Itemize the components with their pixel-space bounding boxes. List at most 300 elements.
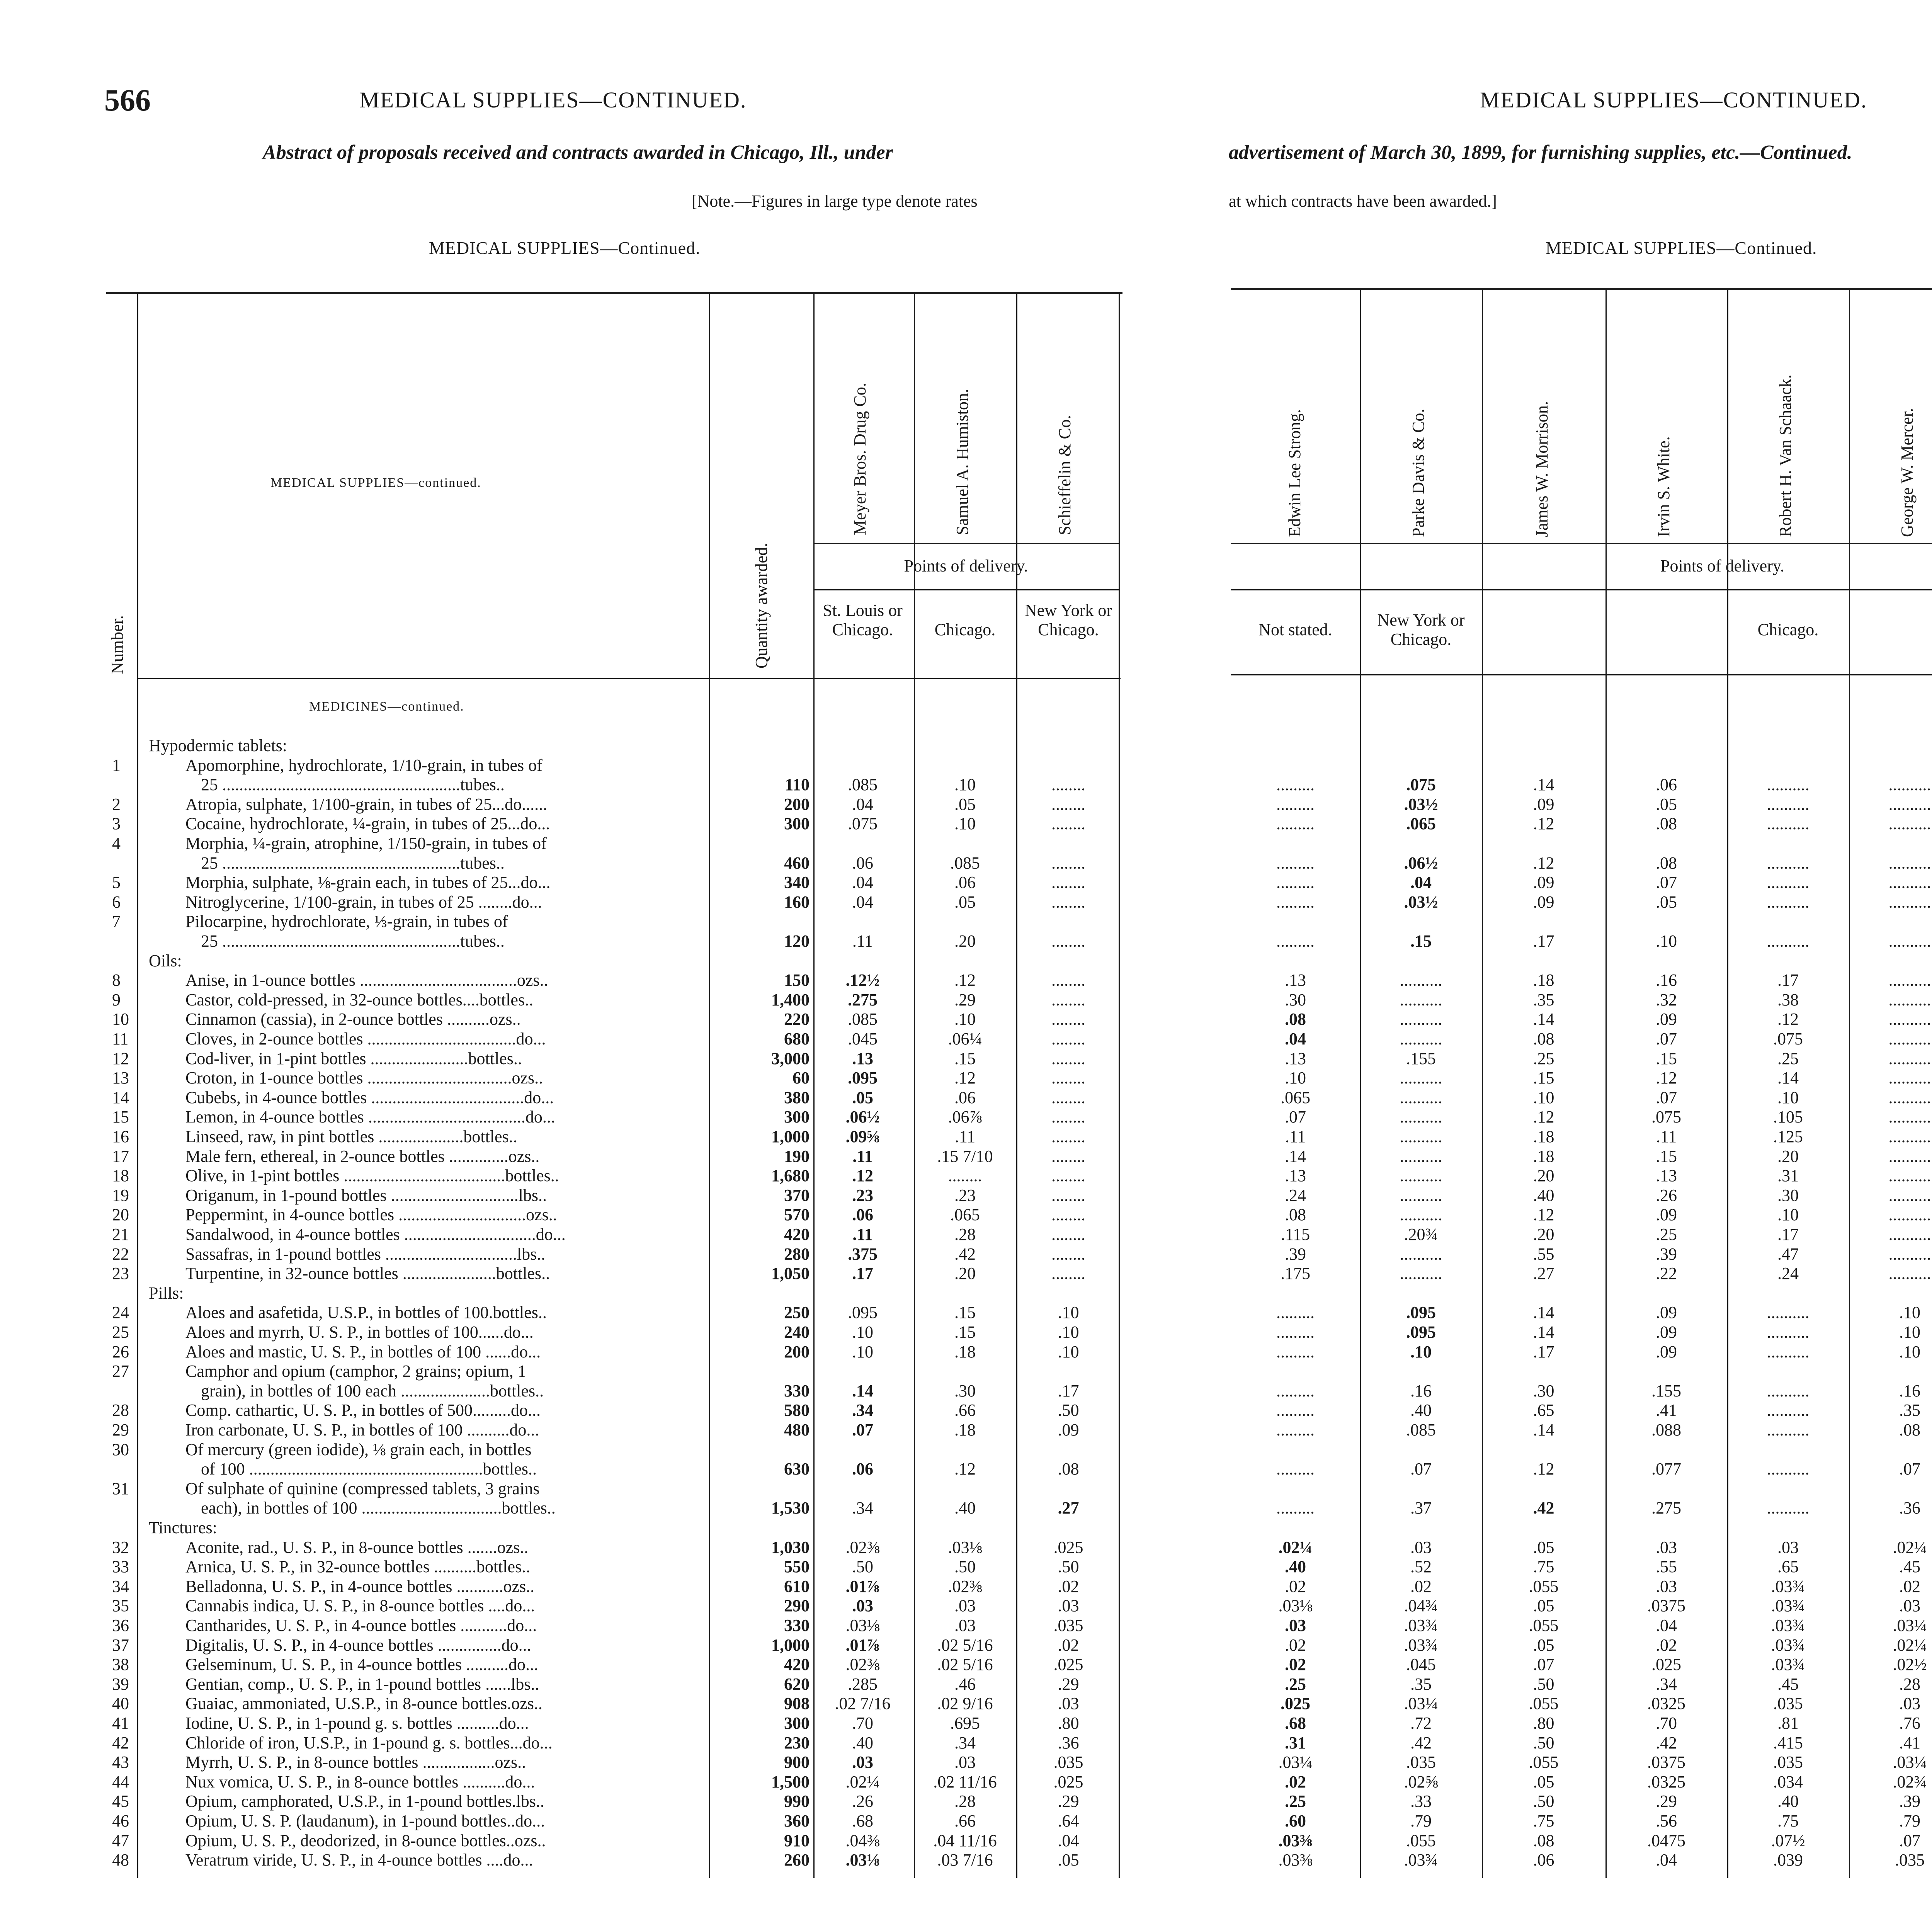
quantity-awarded: 1,050: [771, 1264, 810, 1283]
quantity-awarded: 200: [784, 1342, 810, 1361]
item-description: Aloes and myrrh, U. S. P., in bottles of 100......do...: [185, 1323, 534, 1342]
bid-value: .75: [1533, 1557, 1554, 1576]
left-section-label: MEDICINES—continued.: [309, 699, 464, 714]
bid-value: .27: [1058, 1498, 1079, 1517]
bid-value: .10: [1777, 1205, 1799, 1224]
bid-value: .12½: [845, 971, 880, 990]
bid-value: ........: [1051, 1029, 1085, 1048]
bid-value: ..........: [1888, 1225, 1931, 1244]
bid-value: .50: [954, 1557, 976, 1576]
quantity-awarded: 230: [784, 1733, 810, 1752]
bid-value: .30: [1533, 1381, 1554, 1400]
item-description: Digitalis, U. S. P., in 4-ounce bottles ...............do...: [185, 1636, 531, 1655]
bid-value: ..........: [1888, 1107, 1931, 1126]
table-row: [0, 1655, 1932, 1674]
bid-value: .10: [954, 1010, 976, 1029]
bid-value: .03¾: [1404, 1636, 1438, 1655]
bid-value: .15: [1656, 1049, 1677, 1068]
bid-value: ..........: [1400, 1068, 1442, 1087]
bid-value: .05: [954, 795, 976, 814]
bid-value: .085: [848, 1010, 878, 1029]
bid-value: .15: [1410, 932, 1432, 951]
bid-value: .03: [852, 1753, 873, 1772]
bid-value: .10: [1656, 932, 1677, 951]
bid-value: .115: [1281, 1225, 1310, 1244]
bid-value: ........: [1051, 1264, 1085, 1283]
bid-value: .18: [954, 1420, 976, 1439]
bid-value: ..........: [1888, 1186, 1931, 1205]
bid-value: .35: [1899, 1401, 1920, 1420]
table-row: [0, 1362, 1932, 1381]
bid-value: .04: [1285, 1029, 1306, 1048]
bid-value: .09: [1656, 1205, 1677, 1224]
bid-value: .02⅜: [845, 1655, 880, 1674]
row-number: 44: [112, 1772, 129, 1791]
left-header-bottom-rule: [137, 678, 1121, 679]
table-row: [0, 1245, 1932, 1264]
bid-value: .075: [1773, 1029, 1803, 1048]
quantity-awarded: 150: [784, 971, 810, 990]
bid-value: .12: [954, 971, 976, 990]
bid-value: .085: [950, 854, 980, 872]
bid-value: .04⅜: [845, 1831, 880, 1850]
bid-value: .28: [954, 1225, 976, 1244]
row-number: 35: [112, 1596, 129, 1615]
item-description: Guaiac, ammoniated, U.S.P., in 8-ounce bottles.ozs..: [185, 1694, 543, 1713]
bid-value: .08: [1285, 1205, 1306, 1224]
bid-value: ..........: [1767, 932, 1810, 951]
bid-value: ..........: [1888, 893, 1931, 912]
item-description: Pilocarpine, hydrochlorate, ⅓-grain, in tubes of: [185, 912, 508, 931]
bid-value: .175: [1281, 1264, 1310, 1283]
quantity-awarded: 550: [784, 1557, 810, 1576]
bid-value: .09: [1058, 1420, 1079, 1439]
bid-value: .04: [852, 873, 873, 892]
bid-value: .........: [1276, 795, 1315, 814]
bid-value: .41: [1656, 1401, 1677, 1420]
bid-value: .33: [1410, 1792, 1432, 1811]
bid-value: .34: [1656, 1675, 1677, 1694]
bid-value: ..........: [1888, 1068, 1931, 1087]
quantity-awarded: 420: [784, 1655, 810, 1674]
table-row: [0, 1792, 1932, 1811]
table-row: [0, 756, 1932, 775]
row-number: 37: [112, 1636, 129, 1655]
quantity-awarded: 300: [784, 1107, 810, 1126]
item-description: Cod-liver, in 1-pint bottles .......................bottles..: [185, 1049, 522, 1068]
bid-value: .035: [1053, 1753, 1083, 1772]
bid-value: .03¾: [1771, 1577, 1805, 1596]
row-number: 11: [112, 1029, 129, 1048]
item-description: Cubebs, in 4-ounce bottles ....................................do...: [185, 1088, 554, 1107]
table-row: [0, 1538, 1932, 1557]
right-abstract-line: advertisement of March 30, 1899, for furnishing supplies, etc.—Continued.: [1229, 141, 1852, 163]
bid-value: ..........: [1888, 1049, 1931, 1068]
bid-value: .20¾: [1404, 1225, 1438, 1244]
quantity-awarded: 330: [784, 1381, 810, 1400]
bid-value: .045: [1406, 1655, 1436, 1674]
right-point-1: New York or Chicago.: [1377, 611, 1465, 649]
item-description: Cannabis indica, U. S. P., in 8-ounce bottles ....do...: [185, 1596, 535, 1615]
bid-value: .03: [1656, 1577, 1677, 1596]
table-row: [0, 1753, 1932, 1772]
bid-value: ..........: [1767, 814, 1810, 833]
row-number: 31: [112, 1479, 129, 1498]
bid-value: .045: [848, 1029, 878, 1048]
bid-value: .39: [1285, 1245, 1306, 1264]
bid-value: .38: [1777, 990, 1799, 1009]
table-row: [0, 814, 1932, 833]
item-description: Tinctures:: [149, 1518, 217, 1537]
item-description: Cantharides, U. S. P., in 4-ounce bottles ...........do...: [185, 1616, 537, 1635]
quantity-awarded: 280: [784, 1245, 810, 1264]
bid-value: .03¾: [1404, 1850, 1438, 1869]
bid-value: .02: [1285, 1655, 1306, 1674]
item-description: Nux vomica, U. S. P., in 8-ounce bottles ..........do...: [185, 1772, 535, 1791]
bid-value: ........: [1051, 1088, 1085, 1107]
bid-value: .16: [1410, 1381, 1432, 1400]
bid-value: .........: [1276, 893, 1315, 912]
bid-value: .40: [852, 1733, 873, 1752]
bid-value: .11: [852, 1147, 873, 1166]
bid-value: ..........: [1888, 1264, 1931, 1283]
table-row: [0, 1557, 1932, 1577]
item-description: Opium, camphorated, U.S.P., in 1-pound bottles.lbs..: [185, 1792, 544, 1811]
bid-value: .32: [1656, 990, 1677, 1009]
item-description: Comp. cathartic, U. S. P., in bottles of 500.........do...: [185, 1401, 541, 1420]
bid-value: .70: [852, 1714, 873, 1733]
bid-value: .30: [954, 1381, 976, 1400]
bid-value: .085: [848, 775, 878, 794]
bid-value: .16: [1656, 971, 1677, 990]
bid-value: .02¼: [1278, 1538, 1313, 1557]
bid-value: .81: [1777, 1714, 1799, 1733]
bid-value: .695: [950, 1714, 980, 1733]
item-description: of 100 .......................................................bottles..: [201, 1459, 537, 1478]
bid-value: .03¾: [1771, 1636, 1805, 1655]
row-number: 19: [112, 1186, 129, 1205]
row-number: 2: [112, 795, 121, 814]
bid-value: .025: [1053, 1772, 1083, 1791]
item-description: Male fern, ethereal, in 2-ounce bottles ..............ozs..: [185, 1147, 540, 1166]
bid-value: .035: [1053, 1616, 1083, 1635]
bid-value: .26: [852, 1792, 873, 1811]
bid-value: ..........: [1400, 1088, 1442, 1107]
bid-value: .........: [1276, 814, 1315, 833]
bid-value: ..........: [1767, 1303, 1810, 1322]
bid-value: ........: [1051, 1010, 1085, 1029]
bid-value: .039: [1773, 1850, 1803, 1869]
right-bidder-1: Parke Davis & Co.: [1409, 408, 1428, 537]
bid-value: .03: [1656, 1538, 1677, 1557]
bid-value: .055: [1529, 1753, 1559, 1772]
quantity-awarded: 1,000: [771, 1127, 810, 1146]
bid-value: ..........: [1400, 1127, 1442, 1146]
bid-value: .12: [852, 1166, 873, 1185]
bid-value: ........: [1051, 1166, 1085, 1185]
left-point-2: New York or Chicago.: [1024, 601, 1112, 639]
bid-value: .68: [1285, 1714, 1306, 1733]
bid-value: .16: [1899, 1381, 1920, 1400]
table-row: [0, 873, 1932, 892]
bid-value: .50: [1533, 1733, 1554, 1752]
quantity-awarded: 60: [793, 1068, 810, 1087]
table-row: [0, 1010, 1932, 1029]
bid-value: ........: [1051, 814, 1085, 833]
bid-value: .14: [1777, 1068, 1799, 1087]
bid-value: .17: [852, 1264, 873, 1283]
bid-value: .17: [1777, 971, 1799, 990]
quantity-awarded: 630: [784, 1459, 810, 1478]
bid-value: .60: [1285, 1811, 1306, 1830]
quantity-awarded: 260: [784, 1850, 810, 1869]
quantity-awarded: 110: [785, 775, 810, 794]
right-point-0: Not stated.: [1259, 620, 1332, 639]
bid-value: .11: [1285, 1127, 1306, 1146]
item-description: Linseed, raw, in pint bottles ....................bottles..: [185, 1127, 517, 1146]
bid-value: .03: [1058, 1694, 1079, 1713]
bid-value: .03½: [1404, 795, 1438, 814]
bid-value: .05: [1533, 1772, 1554, 1791]
table-row: [0, 1420, 1932, 1440]
item-description: Pills:: [149, 1284, 184, 1303]
bid-value: .02⅜: [845, 1538, 880, 1557]
table-row: [0, 834, 1932, 853]
bid-value: .65: [1777, 1557, 1799, 1576]
bid-value: .18: [1533, 1127, 1554, 1146]
bid-value: .07: [1656, 873, 1677, 892]
item-description: Oils:: [149, 951, 182, 970]
bid-value: .02⅝: [1404, 1772, 1438, 1791]
bid-value: ..........: [1767, 854, 1810, 872]
bid-value: .40: [1777, 1792, 1799, 1811]
bid-value: .70: [1656, 1714, 1677, 1733]
item-description: Olive, in 1-pint bottles ......................................bottles..: [185, 1166, 559, 1185]
quantity-awarded: 160: [784, 893, 810, 912]
bid-value: .15: [1533, 1068, 1554, 1087]
bid-value: .47: [1777, 1245, 1799, 1264]
bid-value: .03¾: [1771, 1655, 1805, 1674]
table-row: [0, 1342, 1932, 1362]
bid-value: .65: [1533, 1401, 1554, 1420]
quantity-awarded: 610: [784, 1577, 810, 1596]
bid-value: .10: [852, 1323, 873, 1342]
item-description: Opium, U. S. P., deodorized, in 8-ounce bottles..ozs..: [185, 1831, 546, 1850]
left-bidder-2: Schieffelin & Co.: [1055, 415, 1074, 535]
bid-value: ........: [1051, 1107, 1085, 1126]
right-bidder-4: Robert H. Van Schaack.: [1776, 374, 1795, 537]
bid-value: .03⅛: [948, 1538, 982, 1557]
quantity-awarded: 910: [784, 1831, 810, 1850]
bid-value: .24: [1285, 1186, 1306, 1205]
bid-value: .09: [1533, 795, 1554, 814]
bid-value: .03⅛: [845, 1616, 880, 1635]
bid-value: .30: [1777, 1186, 1799, 1205]
bid-value: .55: [1656, 1557, 1677, 1576]
bid-value: .55: [1533, 1245, 1554, 1264]
item-description: 25 ........................................................tubes..: [201, 854, 505, 872]
bid-value: .03: [1410, 1538, 1432, 1557]
row-number: 33: [112, 1557, 129, 1576]
bid-value: ..........: [1767, 1401, 1810, 1420]
quantity-awarded: 300: [784, 814, 810, 833]
item-description: Opium, U. S. P. (laudanum), in 1-pound bottles..do...: [185, 1811, 545, 1830]
right-running-head: MEDICAL SUPPLIES—CONTINUED.: [1480, 87, 1867, 112]
bid-value: .09: [1533, 873, 1554, 892]
bid-value: .76: [1899, 1714, 1920, 1733]
bid-value: ..........: [1888, 1205, 1931, 1224]
table-row: [0, 1811, 1932, 1831]
table-row: [0, 1733, 1932, 1753]
bid-value: .025: [1053, 1655, 1083, 1674]
bid-value: .15: [954, 1303, 976, 1322]
table-row: [0, 1323, 1932, 1342]
bid-value: .035: [1406, 1753, 1436, 1772]
quantity-awarded: 1,500: [771, 1772, 810, 1791]
bid-value: .05: [954, 893, 976, 912]
bid-value: .37: [1410, 1498, 1432, 1517]
quantity-awarded: 3,000: [771, 1049, 810, 1068]
item-description: Gentian, comp., U. S. P., in 1-pound bottles ......lbs..: [185, 1675, 539, 1694]
bid-value: .0325: [1647, 1772, 1685, 1791]
table-row: [0, 1381, 1932, 1401]
item-description: Cloves, in 2-ounce bottles ...................................do...: [185, 1029, 546, 1048]
right-bidder-0: Edwin Lee Strong.: [1285, 409, 1304, 537]
bid-value: .10: [1899, 1342, 1920, 1361]
right-bidder-5: George W. Mercer.: [1898, 408, 1917, 537]
bid-value: .34: [852, 1401, 873, 1420]
bid-value: .........: [1276, 1420, 1315, 1439]
bid-value: .64: [1058, 1811, 1079, 1830]
item-description: Chloride of iron, U.S.P., in 1-pound g. s. bottles...do...: [185, 1733, 553, 1752]
left-bidder-1: Samuel A. Humiston.: [953, 389, 972, 535]
bid-value: .02: [1285, 1772, 1306, 1791]
bid-value: .12: [1533, 1107, 1554, 1126]
bid-value: .........: [1276, 775, 1315, 794]
bid-value: .17: [1777, 1225, 1799, 1244]
bid-value: ........: [1051, 775, 1085, 794]
bid-value: .03: [1058, 1596, 1079, 1615]
bid-value: .04: [1058, 1831, 1079, 1850]
table-row: [0, 1498, 1932, 1518]
bid-value: .03¾: [1404, 1616, 1438, 1635]
quantity-awarded: 290: [784, 1596, 810, 1615]
bid-value: .0325: [1647, 1694, 1685, 1713]
row-number: 38: [112, 1655, 129, 1674]
bid-value: .08: [1533, 1831, 1554, 1850]
bid-value: .125: [1773, 1127, 1803, 1146]
bid-value: ..........: [1888, 1166, 1931, 1185]
bid-value: ........: [1051, 1186, 1085, 1205]
bid-value: .75: [1777, 1811, 1799, 1830]
bid-value: .52: [1410, 1557, 1432, 1576]
bid-value: ..........: [1888, 1088, 1931, 1107]
bid-value: .03: [1899, 1596, 1920, 1615]
row-number: 45: [112, 1792, 129, 1811]
right-points-of-delivery: Points of delivery.: [1660, 556, 1784, 575]
bid-value: .03⅛: [1278, 1596, 1313, 1615]
bid-value: .40: [1285, 1557, 1306, 1576]
bid-value: .06: [954, 873, 976, 892]
item-description: grain), in bottles of 100 each .....................bottles..: [201, 1381, 544, 1400]
bid-value: ........: [1051, 795, 1085, 814]
bid-value: ........: [1051, 1127, 1085, 1146]
bid-value: .02: [1058, 1577, 1079, 1596]
bid-value: ........: [948, 1166, 982, 1185]
bid-value: .50: [1058, 1557, 1079, 1576]
item-description: Belladonna, U. S. P., in 4-ounce bottles ...........ozs..: [185, 1577, 535, 1596]
bid-value: ..........: [1400, 971, 1442, 990]
bid-value: .20: [954, 1264, 976, 1283]
bid-value: .........: [1276, 1323, 1315, 1342]
bid-value: .06½: [845, 1107, 880, 1126]
bid-value: ..........: [1400, 990, 1442, 1009]
bid-value: .07: [1899, 1831, 1920, 1850]
bid-value: .01⅞: [845, 1636, 880, 1655]
bid-value: .065: [1406, 814, 1436, 833]
left-point-0: St. Louis or Chicago.: [823, 601, 903, 639]
bid-value: .088: [1651, 1420, 1681, 1439]
bid-value: .13: [852, 1049, 873, 1068]
item-description: Aloes and mastic, U. S. P., in bottles of 100 ......do...: [185, 1342, 541, 1361]
bid-value: .39: [1899, 1792, 1920, 1811]
row-number: 36: [112, 1616, 129, 1635]
row-number: 42: [112, 1733, 129, 1752]
bid-value: .12: [1533, 1205, 1554, 1224]
row-number: 13: [112, 1068, 129, 1087]
bid-value: ..........: [1767, 1498, 1810, 1517]
table-row: [0, 1029, 1932, 1049]
bid-value: .05: [852, 1088, 873, 1107]
left-header-rule-delivery: [813, 589, 1119, 590]
bid-value: ..........: [1888, 1029, 1931, 1048]
right-point-2: Chicago.: [1757, 620, 1819, 639]
item-description: Castor, cold-pressed, in 32-ounce bottles....bottles..: [185, 990, 534, 1009]
item-description: Origanum, in 1-pound bottles ..............................lbs..: [185, 1186, 547, 1205]
row-number: 23: [112, 1264, 129, 1283]
bid-value: .03⅛: [845, 1850, 880, 1869]
table-row: [0, 1616, 1932, 1635]
bid-value: .26: [1656, 1186, 1677, 1205]
table-row: [0, 971, 1932, 990]
table-row: [0, 1772, 1932, 1792]
bid-value: .29: [1656, 1792, 1677, 1811]
bid-value: .28: [954, 1792, 976, 1811]
item-description: Sandalwood, in 4-ounce bottles ...............................do...: [185, 1225, 566, 1244]
bid-value: .077: [1651, 1459, 1681, 1478]
bid-value: .06: [954, 1088, 976, 1107]
bid-value: .31: [1285, 1733, 1306, 1752]
row-number: 12: [112, 1049, 129, 1068]
quantity-awarded: 570: [784, 1205, 810, 1224]
item-description: 25 ........................................................tubes..: [201, 775, 505, 794]
row-number: 4: [112, 834, 121, 853]
left-abstract-line: Abstract of proposals received and contracts awarded in Chicago, Ill., under: [263, 141, 893, 163]
bid-value: .02 5/16: [937, 1636, 993, 1655]
item-description: Sassafras, in 1-pound bottles ...............................lbs..: [185, 1245, 546, 1264]
item-description: Anise, in 1-ounce bottles .....................................ozs..: [185, 971, 548, 990]
bid-value: .025: [1053, 1538, 1083, 1557]
right-header-bottom-rule: [1231, 674, 1932, 675]
item-description: Arnica, U. S. P., in 32-ounce bottles ..........bottles..: [185, 1557, 531, 1576]
row-number: 6: [112, 893, 121, 912]
row-number: 14: [112, 1088, 129, 1107]
row-number: 20: [112, 1205, 129, 1224]
bid-value: .03¼: [1893, 1753, 1927, 1772]
bid-value: .09⅝: [845, 1127, 880, 1146]
bid-value: .12: [954, 1068, 976, 1087]
row-number: 32: [112, 1538, 129, 1557]
